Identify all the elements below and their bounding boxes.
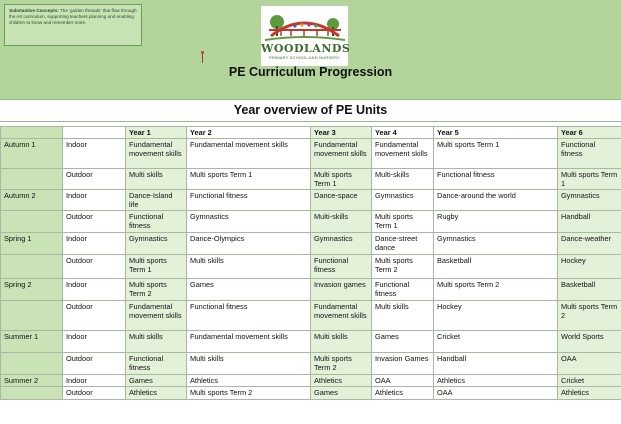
corner-cell xyxy=(1,127,63,139)
unit-cell: Athletics xyxy=(187,375,311,387)
unit-cell: Dance-Olympics xyxy=(187,233,311,255)
table-row xyxy=(1,301,621,331)
term-cell: Autumn 2 xyxy=(1,190,63,211)
setting-cell: Indoor xyxy=(63,279,126,301)
term-cell: Spring 1 xyxy=(1,233,63,255)
unit-cell: Multi-skills xyxy=(372,169,434,190)
page-title: PE Curriculum Progression xyxy=(228,65,393,79)
table-row xyxy=(1,169,621,190)
unit-cell: Cricket xyxy=(434,331,558,353)
table-subtitle: Year overview of PE Units xyxy=(233,103,388,117)
setting-cell: Outdoor xyxy=(63,211,126,233)
column-header: Year 4 xyxy=(372,127,434,139)
unit-cell: Multi sports Term 1 xyxy=(434,139,558,169)
unit-cell: Gymnastics xyxy=(558,190,621,211)
unit-cell: Multi sports Term 1 xyxy=(126,255,187,279)
unit-cell: Gymnastics xyxy=(311,233,372,255)
unit-cell: Dance-weather xyxy=(558,233,621,255)
term-cell xyxy=(1,169,63,190)
setting-cell: Indoor xyxy=(63,190,126,211)
setting-cell: Indoor xyxy=(63,375,126,387)
table-body xyxy=(1,139,621,400)
unit-cell: Multi sports Term 2 xyxy=(311,353,372,375)
unit-cell: Multi sports Term 2 xyxy=(434,279,558,301)
unit-cell: Games xyxy=(126,375,187,387)
concept-note xyxy=(4,4,142,46)
unit-cell: Invasion Games xyxy=(372,353,434,375)
unit-cell: Multi skills xyxy=(187,255,311,279)
setting-cell: Indoor xyxy=(63,233,126,255)
unit-cell: Fundamental movement skills xyxy=(187,331,311,353)
unit-cell: Multi skills xyxy=(372,301,434,331)
school-logo xyxy=(261,6,351,66)
setting-cell: Outdoor xyxy=(63,387,126,400)
setting-cell: Outdoor xyxy=(63,169,126,190)
unit-cell: Rugby xyxy=(434,211,558,233)
unit-cell: Functional fitness xyxy=(187,190,311,211)
unit-cell: Basketball xyxy=(434,255,558,279)
bridge-icon xyxy=(261,6,348,44)
page-header xyxy=(0,0,621,100)
unit-cell: Dance-Island life xyxy=(126,190,187,211)
term-cell: Summer 2 xyxy=(1,375,63,387)
unit-cell: Functional fitness xyxy=(311,255,372,279)
setting-cell: Outdoor xyxy=(63,301,126,331)
table-row xyxy=(1,139,621,169)
term-cell xyxy=(1,255,63,279)
unit-cell: Multi sports Term 1 xyxy=(311,169,372,190)
subtitle-bar xyxy=(0,100,621,122)
unit-cell: Hockey xyxy=(558,255,621,279)
unit-cell: Dance-space xyxy=(311,190,372,211)
table-row xyxy=(1,375,621,387)
setting-cell: Indoor xyxy=(63,139,126,169)
unit-cell: Functional fitness xyxy=(558,139,621,169)
unit-cell: Fundamental movement skills xyxy=(187,139,311,169)
concept-note-label: Substantive Concepts: xyxy=(9,8,59,13)
term-cell xyxy=(1,353,63,375)
unit-cell: Fundamental movement skills xyxy=(126,139,187,169)
unit-cell: OAA xyxy=(372,375,434,387)
unit-cell: Athletics xyxy=(434,375,558,387)
unit-cell: Fundamental movement skills xyxy=(311,139,372,169)
unit-cell: Gymnastics xyxy=(187,211,311,233)
table-row xyxy=(1,331,621,353)
unit-cell: Multi skills xyxy=(187,353,311,375)
unit-cell: OAA xyxy=(558,353,621,375)
unit-cell: Athletics xyxy=(558,387,621,400)
table-row xyxy=(1,353,621,375)
pin-icon xyxy=(201,51,204,63)
unit-cell: Functional fitness xyxy=(372,279,434,301)
term-cell: Spring 2 xyxy=(1,279,63,301)
column-header: Year 1 xyxy=(126,127,187,139)
setting-cell: Outdoor xyxy=(63,255,126,279)
unit-cell: Invasion games xyxy=(311,279,372,301)
unit-cell: Multi sports Term 1 xyxy=(187,169,311,190)
unit-cell: Multi sports Term 1 xyxy=(558,169,621,190)
table-row xyxy=(1,279,621,301)
unit-cell: Multi sports Term 1 xyxy=(372,211,434,233)
unit-cell: Handball xyxy=(434,353,558,375)
unit-cell: OAA xyxy=(434,387,558,400)
unit-cell: Basketball xyxy=(558,279,621,301)
unit-cell: Multi skills xyxy=(311,331,372,353)
unit-cell: Handball xyxy=(558,211,621,233)
term-cell xyxy=(1,301,63,331)
term-cell xyxy=(1,387,63,400)
unit-cell: Games xyxy=(311,387,372,400)
unit-cell: Multi skills xyxy=(126,331,187,353)
unit-cell: Fundamental movement skills xyxy=(372,139,434,169)
column-header: Year 5 xyxy=(434,127,558,139)
unit-cell: Multi sports Term 2 xyxy=(372,255,434,279)
unit-cell: Athletics xyxy=(311,375,372,387)
unit-cell: Cricket xyxy=(558,375,621,387)
logo-school-name: WOODLANDS xyxy=(261,42,351,55)
setting-cell: Indoor xyxy=(63,331,126,353)
column-header: Year 2 xyxy=(187,127,311,139)
unit-cell: Gymnastics xyxy=(126,233,187,255)
unit-cell: Gymnastics xyxy=(372,190,434,211)
table-row xyxy=(1,211,621,233)
unit-cell: Functional fitness xyxy=(126,211,187,233)
term-cell: Summer 1 xyxy=(1,331,63,353)
term-cell xyxy=(1,211,63,233)
unit-cell: Dance-around the world xyxy=(434,190,558,211)
table-row xyxy=(1,255,621,279)
concept-note-text: The 'golden threads' that flow through the Art curriculum, supporting teachers planning and enabling children to know and remember more. xyxy=(9,8,137,25)
pe-units-table xyxy=(0,126,621,400)
column-header: Year 6 xyxy=(558,127,621,139)
unit-cell: World Sports xyxy=(558,331,621,353)
term-cell: Autumn 1 xyxy=(1,139,63,169)
unit-cell: Multi skills xyxy=(126,169,187,190)
table-row xyxy=(1,387,621,400)
table-row xyxy=(1,233,621,255)
unit-cell: Functional fitness xyxy=(434,169,558,190)
unit-cell: Gymnastics xyxy=(434,233,558,255)
table-row xyxy=(1,190,621,211)
unit-cell: Multi sports Term 2 xyxy=(558,301,621,331)
unit-cell: Multi-skills xyxy=(311,211,372,233)
header-row xyxy=(1,127,621,139)
unit-cell: Athletics xyxy=(126,387,187,400)
column-header: Year 3 xyxy=(311,127,372,139)
unit-cell: Functional fitness xyxy=(187,301,311,331)
unit-cell: Fundamental movement skills xyxy=(126,301,187,331)
setting-header-cell xyxy=(63,127,126,139)
unit-cell: Games xyxy=(372,331,434,353)
unit-cell: Functional fitness xyxy=(126,353,187,375)
unit-cell: Athletics xyxy=(372,387,434,400)
unit-cell: Fundamental movement skills xyxy=(311,301,372,331)
unit-cell: Multi sports Term 2 xyxy=(126,279,187,301)
unit-cell: Multi sports Term 2 xyxy=(187,387,311,400)
logo-school-subtitle: PRIMARY SCHOOL AND NURSERY xyxy=(268,55,341,60)
unit-cell: Hockey xyxy=(434,301,558,331)
unit-cell: Games xyxy=(187,279,311,301)
unit-cell: Dance-street dance xyxy=(372,233,434,255)
setting-cell: Outdoor xyxy=(63,353,126,375)
